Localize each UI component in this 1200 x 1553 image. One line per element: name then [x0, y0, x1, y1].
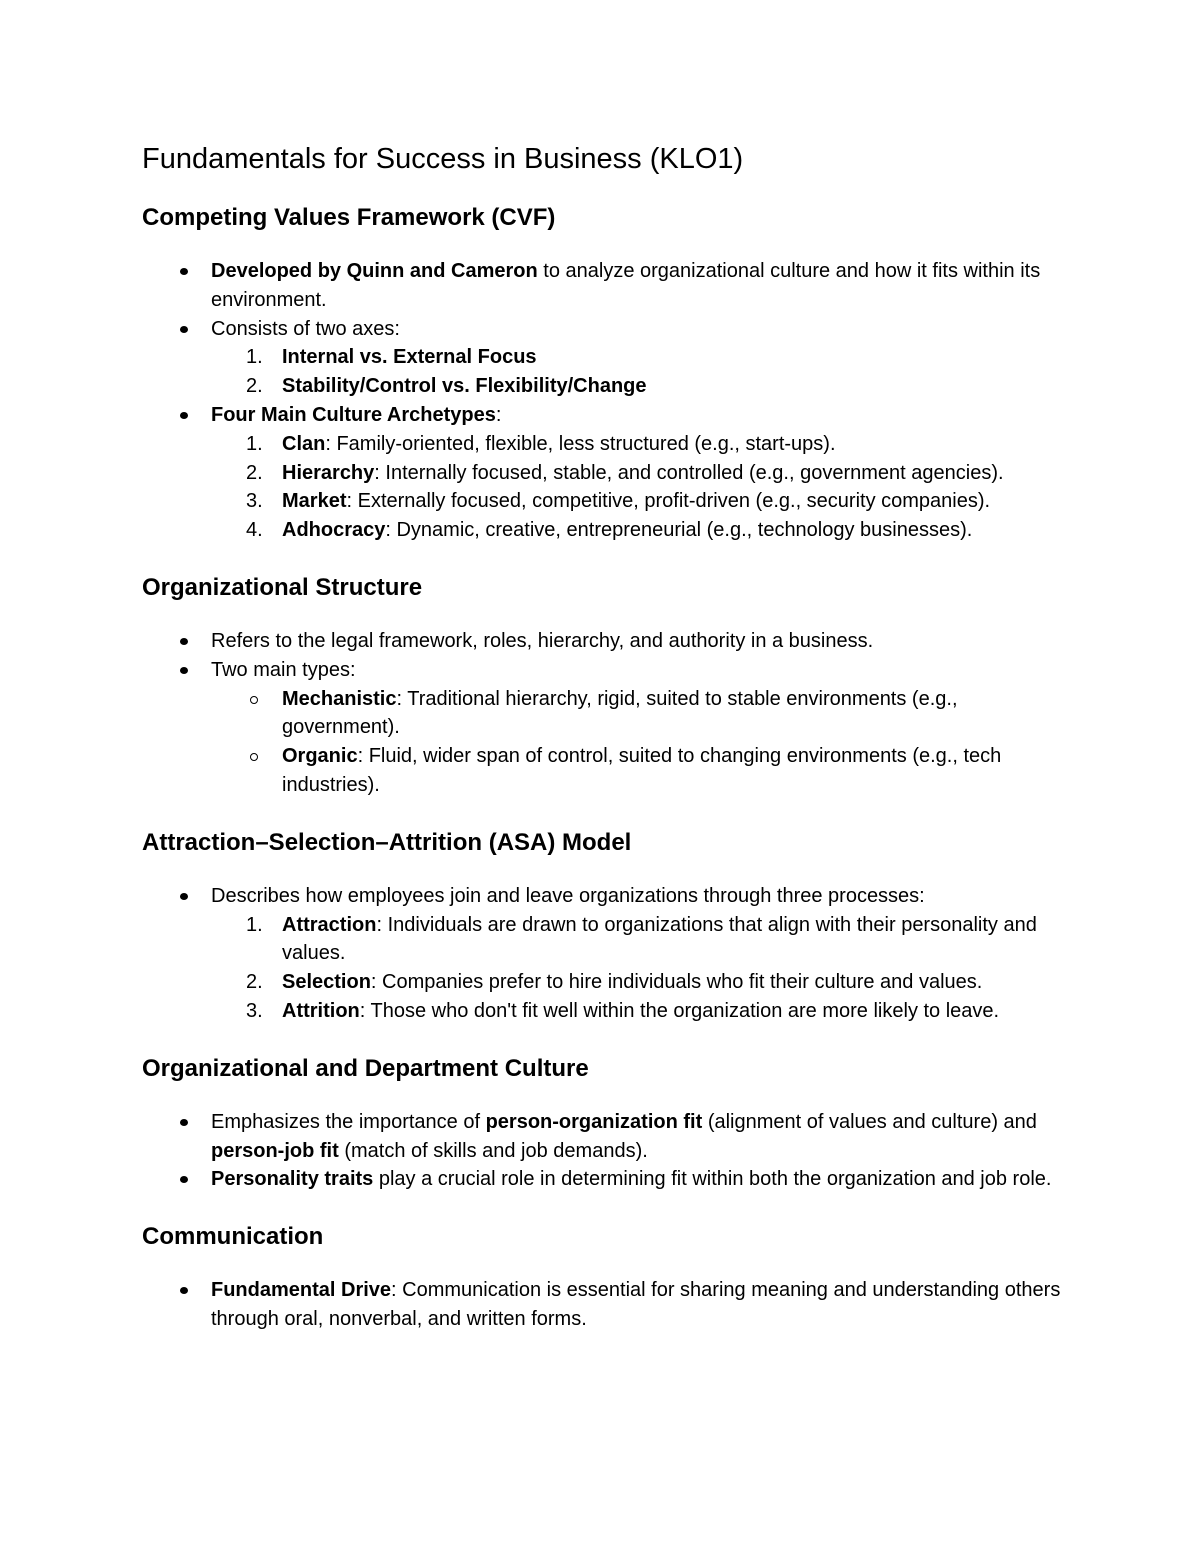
bullet-icon [180, 412, 188, 419]
structure-list [142, 627, 1062, 800]
section-heading-culture: Organizational and Department Culture [142, 1054, 589, 1082]
cvf-list [142, 257, 1062, 545]
asa-list [142, 882, 1062, 1026]
archetypes-list [142, 430, 1062, 545]
list-item: Two main types: Mechanistic: Traditional hierarchy, rigid, suited to stable environments (e.g., government). Organic: Fluid, wider span of control, suited to changing environments (e.g., tech industries). [142, 656, 1062, 800]
asa-steps-list [142, 911, 1062, 1026]
list-item: 2. Selection: Companies prefer to hire individuals who fit their culture and values. [246, 971, 983, 994]
list-item: 2. Hierarchy: Internally focused, stable, and controlled (e.g., government agencies). [246, 461, 1004, 484]
list-item: Emphasizes the importance of person-organization fit (alignment of values and culture) and person-job fit (match of skills and job demands). [142, 1108, 1062, 1166]
axes-list [142, 343, 1062, 401]
bullet-icon [180, 1119, 188, 1126]
list-item: Organic: Fluid, wider span of control, suited to changing environments (e.g., tech industries). [142, 742, 1062, 800]
section-communication [142, 1221, 1062, 1334]
section-heading-asa: Attraction–Selection–Attrition (ASA) Model [142, 828, 632, 856]
list-item: 4. Adhocracy: Dynamic, creative, entrepreneurial (e.g., technology businesses). [246, 519, 973, 542]
list-item: Describes how employees join and leave organizations through three processes: 1. Attraction: Individuals are drawn to organizations that align with their personality and values. 2. Selection: Companies prefer to hire individuals who fit their culture and values. 3. Attrition: Those who don't fit well within the organization are more likely to leave. [142, 882, 1062, 1026]
communication-list [142, 1276, 1062, 1334]
list-item: Mechanistic: Traditional hierarchy, rigid, suited to stable environments (e.g., government). [142, 685, 1062, 743]
list-item: 1. Internal vs. External Focus [246, 346, 537, 369]
list-item: Developed by Quinn and Cameron to analyze organizational culture and how it fits within its environment. [142, 257, 1062, 315]
list-item: Personality traits play a crucial role in determining fit within both the organization and job role. [142, 1165, 1062, 1194]
list-item: 1. Clan: Family-oriented, flexible, less structured (e.g., start-ups). [246, 432, 836, 455]
section-heading-communication: Communication [142, 1223, 324, 1251]
bullet-icon [180, 326, 188, 333]
culture-list [142, 1108, 1062, 1194]
list-item: Four Main Culture Archetypes: 1. Clan: Family-oriented, flexible, less structured (e.g., start-ups). 2. Hierarchy: Internally focused, stable, and controlled (e.g., government agencies). 3. Market: Externally focused, competitive, profit-driven (e.g., security companies). 4. Adhocracy: Dynamic, creative, entrepreneurial (e.g., technology businesses). [142, 401, 1062, 545]
bullet-icon [180, 667, 188, 674]
list-item: Refers to the legal framework, roles, hierarchy, and authority in a business. [142, 627, 1062, 656]
list-item: Consists of two axes: 1. Internal vs. External Focus 2. Stability/Control vs. Flexibility/Change [142, 315, 1062, 401]
bullet-icon [180, 638, 188, 645]
bullet-icon [180, 893, 188, 900]
list-item: 3. Market: Externally focused, competitive, profit-driven (e.g., security companies). [246, 490, 991, 513]
section-heading-cvf: Competing Values Framework (CVF) [142, 204, 556, 231]
bullet-icon [180, 1287, 188, 1294]
types-list [142, 685, 1062, 800]
list-item: 3. Attrition: Those who don't fit well within the organization are more likely to leave. [246, 999, 1000, 1022]
list-item: 1. Attraction: Individuals are drawn to organizations that align with their personality and values. [246, 913, 1037, 965]
bullet-icon [180, 1176, 188, 1183]
section-cvf [142, 202, 1062, 545]
document-page [142, 138, 1062, 1334]
list-item: Fundamental Drive: Communication is essential for sharing meaning and understanding others through oral, nonverbal, and written forms. [142, 1276, 1062, 1334]
list-item: 2. Stability/Control vs. Flexibility/Change [246, 375, 647, 398]
section-structure [142, 572, 1062, 800]
circle-bullet-icon [250, 753, 258, 761]
section-asa [142, 827, 1062, 1026]
section-heading-structure: Organizational Structure [142, 573, 423, 601]
page-title: Fundamentals for Success in Business (KLO1) [142, 143, 744, 175]
bullet-icon [180, 268, 188, 275]
section-culture [142, 1053, 1062, 1194]
circle-bullet-icon [250, 696, 258, 704]
